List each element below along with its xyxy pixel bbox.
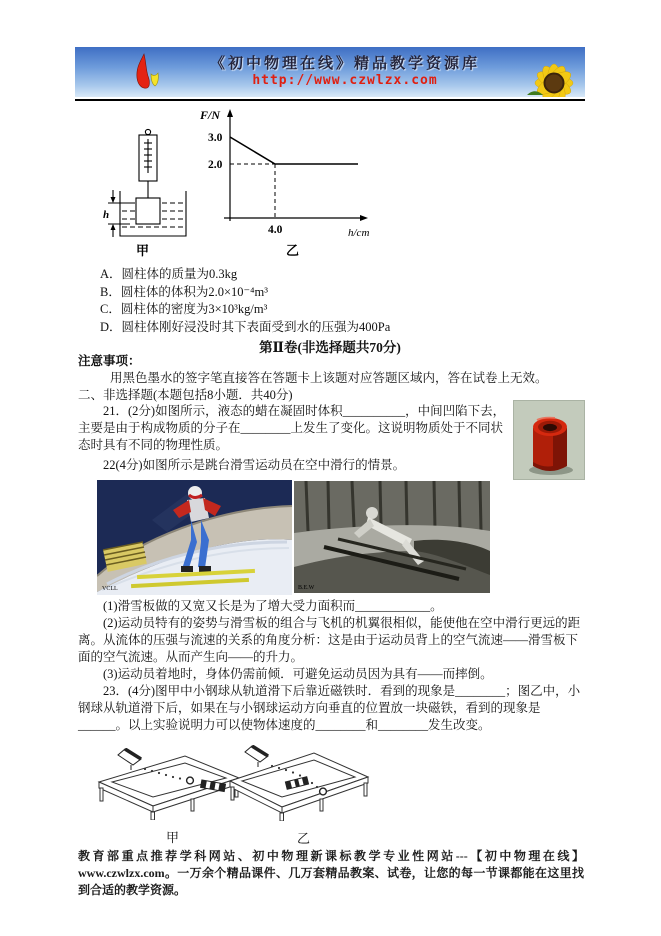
option-d: D．圆柱体刚好浸没时其下表面受到水的压强为400Pa bbox=[100, 319, 391, 334]
graph-xlabel: h/cm bbox=[348, 227, 370, 239]
svg-text:VCLL: VCLL bbox=[102, 586, 118, 592]
caption-jia: 甲 bbox=[136, 243, 150, 258]
spring-scale-apparatus bbox=[108, 129, 186, 237]
steel-ball bbox=[187, 777, 194, 784]
notice-body: 用黑色墨水的签字笔直接答在答题卡上该题对应答题区域内，答在试卷上无效。 bbox=[110, 371, 548, 385]
question-22-3: (3)运动员着地时，身体仍需前倾．可避免运动员因为具有——而摔倒。 bbox=[103, 667, 493, 681]
graph-ylabel: F/N bbox=[200, 108, 221, 122]
caption-jia-23: 甲 bbox=[165, 830, 179, 845]
option-a: A．圆柱体的质量为0.3kg bbox=[100, 267, 238, 281]
section2-header: 第Ⅱ卷(非选择题共70分) bbox=[259, 340, 401, 355]
steel-ball bbox=[320, 788, 327, 795]
caption-yi-23: 乙 bbox=[296, 831, 310, 846]
graph-ytick-2: 2.0 bbox=[208, 159, 223, 171]
sunflower-icon bbox=[525, 57, 583, 97]
ski-jumper-photo-bw bbox=[294, 481, 490, 593]
ramp bbox=[245, 746, 268, 767]
graph-axes bbox=[224, 109, 368, 221]
site-logo-icon bbox=[120, 48, 170, 96]
graph-data-line bbox=[230, 137, 358, 164]
question-21: 21．(2分)如图所示，液态的蜡在凝固时体积__________，中间凹陷下去，主要是由于构成物质的分子在________上发生了变化。这说明物质处于不同状态时具有不同的物理性质。 bbox=[78, 404, 506, 452]
question-23: 23．(4分)图甲中小钢球从轨道滑下后靠近磁铁时．看到的现象是________；图乙中，小钢球从轨道滑下后，如果在与小钢球运动方向垂直的位置放一块磁铁，看到的现象是______。以上实验说明力可以使物体速度的________和________发生改变。 bbox=[78, 684, 581, 732]
choice-options bbox=[100, 266, 530, 336]
figure-buoyancy bbox=[100, 103, 390, 258]
depth-label: h bbox=[103, 209, 110, 221]
graph-guides bbox=[230, 164, 275, 218]
table-diagram-yi bbox=[226, 745, 381, 847]
site-banner bbox=[75, 47, 585, 97]
footer-promo: 教育部重点推荐学科网站、初中物理新课标教学专业性网站---【初中物理在线】www.czwlzx.com。一万余个精品课件、几万套精品教案、试卷，让您的每一节课都能在这里找到合适的教学资源。 bbox=[78, 849, 584, 897]
caption-yi: 乙 bbox=[286, 243, 300, 258]
site-title: 《初中物理在线》精品教学资源库 bbox=[209, 55, 480, 72]
notice-title: 注意事项： bbox=[78, 354, 141, 368]
option-c: C．圆柱体的密度为3×10³kg/m³ bbox=[100, 302, 268, 316]
option-b: B．圆柱体的体积为2.0×10⁻⁴m³ bbox=[100, 284, 268, 299]
question-22-1: (1)滑雪板做的又宽又长是为了增大受力面积而____________。 bbox=[103, 599, 443, 613]
ramp bbox=[118, 749, 141, 770]
ski-jumper-photo-color bbox=[97, 480, 292, 595]
part2-title: 二、非选择题(本题包括8小题．共40分) bbox=[78, 388, 293, 402]
graph-xtick-4: 4.0 bbox=[268, 224, 283, 236]
svg-text:B.E.W: B.E.W bbox=[298, 585, 315, 591]
header-divider bbox=[75, 99, 585, 101]
question-22-2: (2)运动员特有的姿势与滑雪板的组合与飞机的机翼很相似，能使他在空中滑行更远的距离。从流体的压强与流速的关系的角度分析：这是由于运动员背上的空气流速——滑雪板下面的空气流速。从而产生向——的升力。 bbox=[78, 616, 581, 664]
graph-ytick-3: 3.0 bbox=[208, 132, 223, 144]
question-22: 22(4分)如图所示是跳台滑雪运动员在空中滑行的情景。 bbox=[103, 458, 406, 472]
site-url[interactable]: http://www.czwlzx.com bbox=[252, 73, 438, 88]
